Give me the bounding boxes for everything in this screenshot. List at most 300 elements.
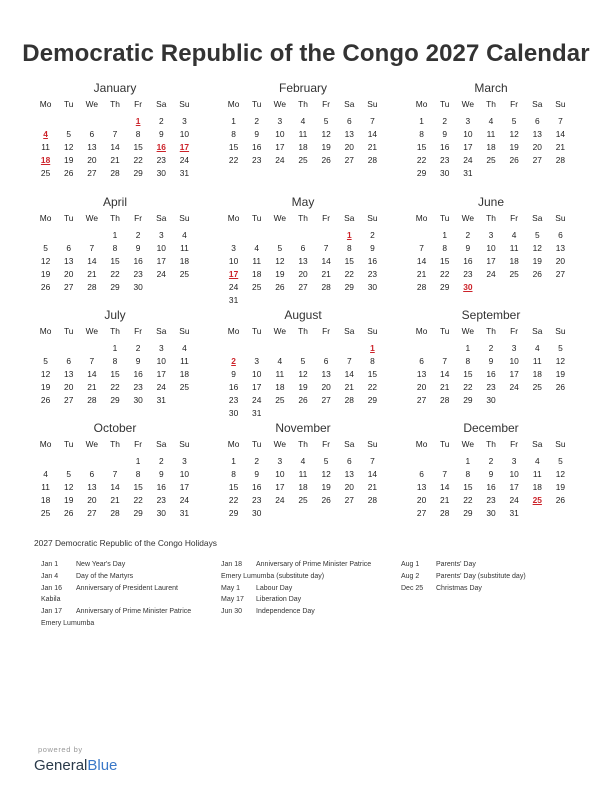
month-name: October [93, 421, 137, 435]
day-cell: 1 [231, 456, 236, 466]
day-cell: 11 [532, 356, 542, 366]
week-row [222, 494, 384, 507]
day-cell: 21 [344, 382, 354, 392]
day-cell: 16 [486, 482, 496, 492]
day-cell: 15 [133, 142, 143, 152]
day-cell: 2 [442, 116, 448, 126]
holiday-day-cell: 17 [179, 142, 190, 152]
holiday-name: Anniversary of Prime Minister Patrice [256, 561, 372, 568]
weekday-label: Tu [63, 99, 74, 109]
holiday-day-cell: 17 [228, 269, 239, 279]
day-cell: 9 [231, 369, 236, 379]
weekday-label: Sa [156, 439, 167, 449]
day-cell: 3 [158, 230, 164, 240]
weekday-label: Sa [344, 213, 355, 223]
day-cell: 15 [228, 482, 239, 492]
week-row [410, 255, 572, 268]
day-cell: 26 [555, 495, 566, 505]
week-row [410, 368, 572, 381]
day-cell: 13 [64, 369, 74, 379]
day-cell: 27 [416, 395, 427, 405]
holiday-list-column [41, 559, 221, 630]
day-cell: 3 [158, 343, 164, 353]
weekday-label: Th [298, 99, 308, 109]
day-cell: 29 [110, 282, 120, 292]
month-name: February [278, 81, 328, 95]
day-cell: 15 [110, 256, 120, 266]
day-cell: 12 [532, 243, 542, 253]
day-cell: 25 [40, 168, 51, 178]
holiday-day-cell: 25 [532, 495, 542, 505]
weekday-label: Su [555, 99, 566, 109]
empty-cell [150, 281, 173, 294]
day-cell: 13 [87, 482, 97, 492]
holiday-name: Anniversary of Prime Minister Patrice [76, 608, 192, 616]
month-december [410, 420, 572, 520]
day-cell: 17 [509, 369, 519, 379]
day-cell: 15 [133, 482, 143, 492]
week-row [222, 115, 384, 128]
month-name: September [461, 308, 521, 322]
weekday-header [222, 98, 384, 111]
week-row [410, 154, 572, 167]
day-cell: 4 [511, 230, 517, 240]
month-january [34, 80, 196, 180]
day-cell: 10 [156, 356, 166, 366]
weekday-label: Th [486, 439, 496, 449]
holiday-date: Dec 25 [401, 584, 424, 592]
day-cell: 15 [228, 142, 239, 152]
day-cell: 20 [344, 482, 354, 492]
day-cell: 21 [87, 382, 97, 392]
empty-cell [503, 394, 526, 407]
day-cell: 30 [486, 395, 496, 405]
day-cell: 16 [228, 382, 239, 392]
empty-cell [222, 342, 245, 355]
week-row [34, 154, 196, 167]
weekday-label: We [85, 326, 99, 336]
day-cell: 23 [367, 269, 378, 279]
day-cell: 23 [486, 382, 496, 392]
weekday-label: We [273, 99, 287, 109]
month-october [34, 420, 196, 520]
day-cell: 2 [158, 116, 164, 126]
day-cell: 28 [110, 508, 120, 518]
month-august [222, 307, 384, 420]
day-cell: 28 [367, 155, 378, 165]
day-cell: 11 [180, 356, 189, 366]
day-cell: 25 [252, 282, 262, 292]
week-row [410, 141, 572, 154]
weekday-label: Sa [532, 99, 543, 109]
day-cell: 19 [275, 269, 285, 279]
weekday-header [410, 98, 572, 111]
day-cell: 27 [87, 508, 97, 518]
day-cell: 13 [344, 469, 354, 479]
day-cell: 26 [321, 495, 331, 505]
empty-cell [222, 229, 245, 242]
day-cell: 24 [228, 282, 239, 292]
day-cell: 5 [511, 116, 517, 126]
day-cell: 18 [40, 495, 51, 505]
day-cell: 4 [534, 343, 540, 353]
day-cell: 29 [110, 395, 120, 405]
day-cell: 24 [179, 155, 190, 165]
day-cell: 20 [87, 495, 97, 505]
day-cell: 1 [112, 230, 118, 240]
holiday-date: May 1 [221, 584, 241, 592]
empty-cell [315, 229, 338, 242]
day-cell: 9 [488, 469, 494, 479]
day-cell: 16 [463, 256, 473, 266]
holiday-day-cell: 1 [135, 116, 141, 126]
day-cell: 15 [344, 256, 354, 266]
month-march [410, 80, 572, 180]
week-row [410, 167, 572, 180]
weekday-label: Tu [63, 213, 74, 223]
day-cell: 26 [64, 508, 74, 518]
holiday-name: Day of the Martyrs [76, 572, 134, 580]
weekday-label: Tu [439, 99, 450, 109]
weekday-header [34, 98, 196, 111]
empty-cell [245, 294, 268, 307]
empty-cell [268, 342, 291, 355]
day-cell: 14 [367, 129, 378, 139]
day-cell: 24 [179, 495, 190, 505]
weekday-label: Fr [134, 326, 143, 336]
week-row [34, 455, 196, 468]
day-cell: 4 [488, 116, 494, 126]
month-name: December [463, 421, 519, 435]
week-row [222, 242, 384, 255]
day-cell: 23 [440, 155, 450, 165]
empty-cell [57, 115, 80, 128]
day-cell: 21 [321, 269, 331, 279]
week-row [222, 507, 384, 520]
weekday-label: We [85, 439, 99, 449]
day-cell: 24 [156, 382, 166, 392]
holiday-date: May 17 [221, 596, 244, 604]
week-row [34, 281, 196, 294]
day-cell: 11 [509, 243, 519, 253]
weekday-label: We [461, 326, 475, 336]
week-row [222, 342, 384, 355]
empty-cell [315, 294, 338, 307]
day-cell: 13 [555, 243, 566, 253]
week-row [410, 381, 572, 394]
day-cell: 23 [133, 269, 143, 279]
day-cell: 10 [252, 369, 262, 379]
week-row [222, 128, 384, 141]
day-cell: 23 [463, 269, 473, 279]
day-cell: 27 [87, 168, 97, 178]
month-september [410, 307, 572, 407]
day-cell: 23 [486, 495, 496, 505]
holiday-day-cell: 16 [156, 142, 166, 152]
weekday-header [410, 212, 572, 225]
day-cell: 24 [463, 155, 473, 165]
weekday-label: Sa [532, 439, 543, 449]
empty-cell [57, 229, 80, 242]
day-cell: 11 [41, 142, 50, 152]
day-cell: 19 [64, 495, 74, 505]
day-cell: 9 [465, 243, 471, 253]
weekday-label: Mo [227, 326, 240, 336]
weekday-label: Su [179, 326, 190, 336]
week-row [410, 268, 572, 281]
day-cell: 8 [112, 243, 118, 253]
empty-cell [338, 507, 361, 520]
week-row [34, 394, 196, 407]
empty-cell [34, 455, 57, 468]
day-cell: 7 [323, 243, 329, 253]
day-cell: 18 [532, 482, 542, 492]
day-cell: 6 [419, 356, 424, 366]
weekday-label: Tu [251, 213, 262, 223]
day-cell: 29 [133, 168, 143, 178]
day-cell: 21 [440, 382, 450, 392]
day-cell: 10 [156, 243, 166, 253]
day-cell: 17 [275, 142, 285, 152]
day-cell: 20 [298, 269, 308, 279]
week-row [222, 229, 384, 242]
holiday-item [401, 559, 561, 571]
day-cell: 28 [416, 282, 427, 292]
week-row [222, 281, 384, 294]
day-cell: 3 [254, 356, 260, 366]
empty-cell [57, 455, 80, 468]
day-cell: 3 [277, 116, 283, 126]
weekday-header [34, 212, 196, 225]
day-cell: 20 [321, 382, 331, 392]
day-cell: 2 [158, 456, 164, 466]
day-cell: 8 [465, 469, 471, 479]
day-cell: 16 [252, 142, 262, 152]
day-cell: 24 [275, 155, 285, 165]
day-cell: 1 [419, 116, 424, 126]
day-cell: 7 [370, 116, 375, 126]
day-cell: 18 [532, 369, 542, 379]
day-cell: 29 [440, 282, 450, 292]
empty-cell [291, 342, 314, 355]
weekday-label: Sa [156, 213, 167, 223]
day-cell: 19 [555, 369, 566, 379]
weekday-label: Sa [532, 326, 543, 336]
week-row [410, 355, 572, 368]
empty-cell [291, 294, 314, 307]
day-cell: 5 [323, 456, 329, 466]
brand-blue: Blue [87, 757, 118, 774]
day-cell: 19 [40, 382, 51, 392]
day-cell: 26 [532, 269, 542, 279]
day-cell: 31 [228, 295, 239, 305]
empty-cell [103, 455, 126, 468]
day-cell: 2 [254, 116, 260, 126]
holiday-date: Jan 17 [41, 608, 63, 616]
empty-cell [315, 342, 338, 355]
day-cell: 25 [298, 495, 308, 505]
weekday-label: Su [367, 213, 378, 223]
week-row [410, 115, 572, 128]
day-cell: 2 [254, 456, 260, 466]
day-cell: 5 [66, 129, 72, 139]
day-cell: 27 [416, 508, 427, 518]
empty-cell [315, 407, 338, 420]
weekday-label: Th [298, 326, 308, 336]
day-cell: 8 [370, 356, 375, 366]
empty-cell [291, 507, 314, 520]
weekday-label: Fr [510, 99, 519, 109]
week-row [410, 242, 572, 255]
empty-cell [433, 455, 456, 468]
month-april [34, 194, 196, 294]
month-may [222, 194, 384, 307]
weekday-label: Mo [39, 99, 52, 109]
weekday-label: Tu [439, 213, 450, 223]
day-cell: 6 [66, 356, 72, 366]
day-cell: 14 [416, 256, 427, 266]
day-cell: 29 [133, 508, 143, 518]
day-cell: 7 [346, 356, 352, 366]
day-cell: 26 [509, 155, 519, 165]
day-cell: 28 [367, 495, 378, 505]
day-cell: 1 [231, 116, 236, 126]
weekday-label: Mo [39, 326, 52, 336]
day-cell: 3 [182, 116, 187, 126]
weekday-label: We [85, 213, 99, 223]
holiday-name: Emery Lumumba (substitute day) [221, 572, 325, 580]
day-cell: 10 [275, 129, 285, 139]
holiday-item [221, 606, 399, 618]
empty-cell [34, 229, 57, 242]
day-cell: 28 [440, 508, 450, 518]
day-cell: 20 [416, 382, 427, 392]
weekday-label: Mo [227, 213, 240, 223]
empty-cell [80, 455, 103, 468]
day-cell: 22 [110, 382, 120, 392]
holiday-item [41, 618, 221, 630]
day-cell: 22 [344, 269, 354, 279]
day-cell: 10 [179, 469, 190, 479]
week-row [222, 468, 384, 481]
week-row [222, 481, 384, 494]
empty-cell [361, 294, 384, 307]
day-cell: 22 [133, 495, 143, 505]
holiday-name: Liberation Day [256, 596, 302, 604]
day-cell: 15 [416, 142, 427, 152]
weekday-label: Fr [322, 439, 331, 449]
week-row [34, 115, 196, 128]
weekday-label: Tu [439, 439, 450, 449]
empty-cell [173, 281, 196, 294]
day-cell: 11 [252, 256, 262, 266]
empty-cell [338, 294, 361, 307]
week-row [34, 255, 196, 268]
day-cell: 16 [133, 369, 143, 379]
empty-cell [410, 229, 433, 242]
day-cell: 18 [486, 142, 496, 152]
day-cell: 7 [370, 456, 375, 466]
day-cell: 24 [156, 269, 166, 279]
day-cell: 10 [179, 129, 190, 139]
day-cell: 25 [179, 269, 190, 279]
day-cell: 23 [133, 382, 143, 392]
day-cell: 22 [440, 269, 450, 279]
day-cell: 29 [416, 168, 427, 178]
day-cell: 18 [275, 382, 285, 392]
week-row [222, 407, 384, 420]
day-cell: 28 [87, 395, 97, 405]
week-row [410, 494, 572, 507]
day-cell: 21 [110, 155, 120, 165]
day-cell: 27 [555, 269, 566, 279]
day-cell: 1 [112, 343, 118, 353]
day-cell: 3 [511, 343, 517, 353]
holiday-day-cell: 4 [43, 129, 48, 139]
day-cell: 27 [532, 155, 542, 165]
day-cell: 28 [110, 168, 120, 178]
day-cell: 26 [555, 382, 566, 392]
day-cell: 6 [346, 456, 352, 466]
day-cell: 7 [442, 469, 448, 479]
empty-cell [80, 115, 103, 128]
day-cell: 14 [440, 482, 450, 492]
day-cell: 8 [231, 469, 236, 479]
empty-cell [268, 229, 291, 242]
day-cell: 25 [532, 382, 542, 392]
day-cell: 22 [416, 155, 427, 165]
day-cell: 13 [344, 129, 354, 139]
day-cell: 3 [277, 456, 283, 466]
holiday-item [41, 594, 221, 606]
day-cell: 8 [135, 469, 141, 479]
day-cell: 5 [323, 116, 329, 126]
day-cell: 24 [252, 395, 262, 405]
day-cell: 14 [440, 369, 450, 379]
weekday-label: Tu [439, 326, 450, 336]
day-cell: 12 [298, 369, 308, 379]
day-cell: 19 [64, 155, 74, 165]
day-cell: 17 [156, 369, 166, 379]
weekday-label: Mo [415, 99, 428, 109]
holiday-date: Jan 16 [41, 584, 63, 592]
week-row [34, 141, 196, 154]
day-cell: 11 [180, 243, 189, 253]
day-cell: 18 [179, 256, 190, 266]
weekday-header [34, 438, 196, 451]
day-cell: 31 [179, 168, 190, 178]
day-cell: 20 [87, 155, 97, 165]
day-cell: 14 [344, 369, 354, 379]
day-cell: 7 [89, 243, 95, 253]
weekday-label: We [273, 213, 287, 223]
empty-cell [34, 342, 57, 355]
day-cell: 23 [156, 155, 166, 165]
day-cell: 27 [64, 282, 74, 292]
day-cell: 28 [321, 282, 331, 292]
day-cell: 13 [298, 256, 308, 266]
empty-cell [80, 342, 103, 355]
weekday-label: Th [110, 99, 120, 109]
day-cell: 4 [534, 456, 540, 466]
day-cell: 12 [40, 369, 51, 379]
empty-cell [503, 167, 526, 180]
day-cell: 6 [558, 230, 563, 240]
day-cell: 25 [275, 395, 285, 405]
day-cell: 13 [64, 256, 74, 266]
day-cell: 30 [156, 168, 166, 178]
day-cell: 12 [509, 129, 519, 139]
